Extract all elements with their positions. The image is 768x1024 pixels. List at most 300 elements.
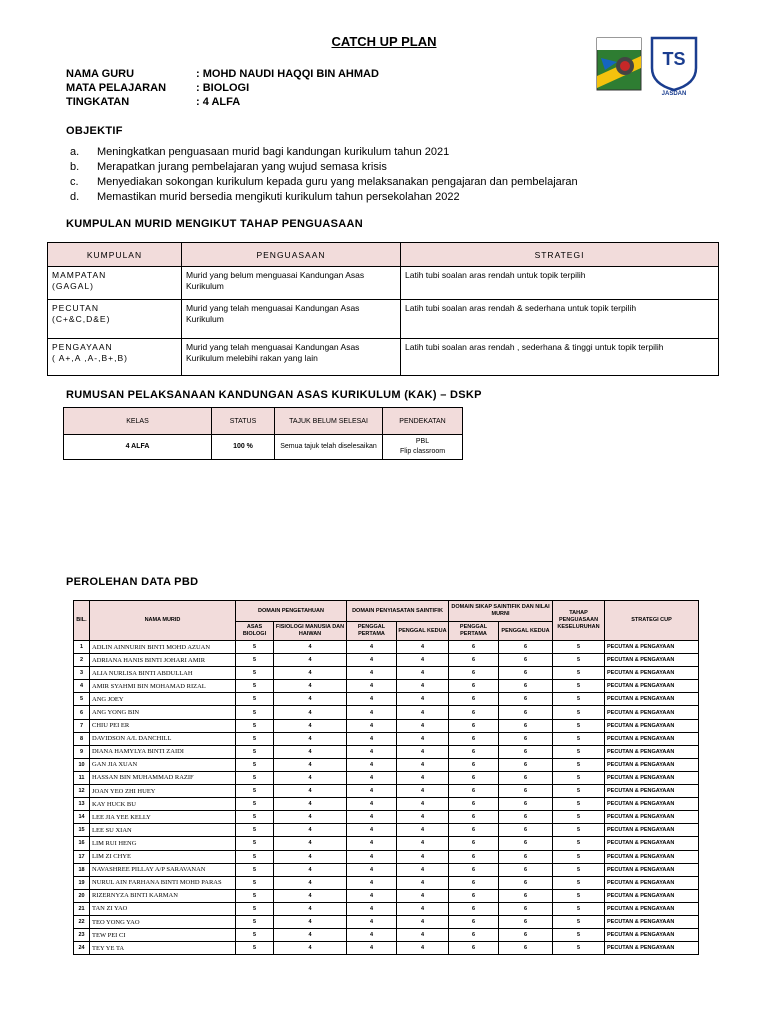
column-header: BIL. <box>74 601 90 641</box>
table-cell-nama: AMIR SYAHMI BIN MOHAMAD RIZAL <box>90 680 236 693</box>
table-cell-nama: LIM ZI CHYE <box>90 850 236 863</box>
table-cell-s: PECUTAN & PENGAYAAN <box>605 719 699 732</box>
table-cell-f: 6 <box>499 719 553 732</box>
table-cell-b: 4 <box>274 837 347 850</box>
table-cell-a: 5 <box>236 798 274 811</box>
table-cell-b: 4 <box>274 850 347 863</box>
table-cell-a: 5 <box>236 732 274 745</box>
table-cell-a: 5 <box>236 850 274 863</box>
table-cell-nama: KAY HUCK BU <box>90 798 236 811</box>
table-cell-nama: TEO YONG YAO <box>90 915 236 928</box>
table-cell-e: 6 <box>449 667 499 680</box>
table-cell-bil: 4 <box>74 680 90 693</box>
table-cell-s: PECUTAN & PENGAYAAN <box>605 641 699 654</box>
table-cell-f: 6 <box>499 706 553 719</box>
table-cell-t: 5 <box>553 654 605 667</box>
table-cell-s: PECUTAN & PENGAYAAN <box>605 863 699 876</box>
table-cell-a: 5 <box>236 837 274 850</box>
table-cell-b: 4 <box>274 719 347 732</box>
table-cell-t: 5 <box>553 902 605 915</box>
table-cell-s: PECUTAN & PENGAYAAN <box>605 732 699 745</box>
table-cell-bil: 19 <box>74 876 90 889</box>
table-cell-c: 4 <box>347 641 397 654</box>
column-header: STATUS <box>212 408 275 435</box>
rumusan-heading: RUMUSAN PELAKSANAAN KANDUNGAN ASAS KURIKULUM (KAK) – DSKP <box>66 389 482 401</box>
table-row <box>74 706 699 719</box>
table-cell-d: 4 <box>397 719 449 732</box>
column-header: FISIOLOGI MANUSIA DAN HAIWAN <box>274 622 347 641</box>
table-cell-a: 5 <box>236 654 274 667</box>
table-cell-f: 6 <box>499 771 553 784</box>
table-row <box>74 667 699 680</box>
table-cell-s: PECUTAN & PENGAYAAN <box>605 785 699 798</box>
info-row: MATA PELAJARAN : BIOLOGI <box>66 82 250 94</box>
table-cell-e: 6 <box>449 680 499 693</box>
table-cell-c: 4 <box>347 837 397 850</box>
table-cell-s: PECUTAN & PENGAYAAN <box>605 915 699 928</box>
table-row <box>74 641 699 654</box>
table-cell-d: 4 <box>397 929 449 942</box>
objektif-heading: OBJEKTIF <box>66 125 123 137</box>
objektif-list <box>70 145 578 205</box>
table-cell-nama: GAN JIA XUAN <box>90 758 236 771</box>
table-cell-d: 4 <box>397 811 449 824</box>
table-cell-c: 4 <box>347 771 397 784</box>
table-cell-e: 6 <box>449 758 499 771</box>
table-cell-e: 6 <box>449 902 499 915</box>
column-header: PENGGAL KEDUA <box>397 622 449 641</box>
table-cell-s: PECUTAN & PENGAYAAN <box>605 745 699 758</box>
table-cell-t: 5 <box>553 837 605 850</box>
table-cell-s: PECUTAN & PENGAYAAN <box>605 706 699 719</box>
table-cell-c: 4 <box>347 824 397 837</box>
column-header: STRATEGI CUP <box>605 601 699 641</box>
table-cell-f: 6 <box>499 680 553 693</box>
table-cell-c: 4 <box>347 915 397 928</box>
table-cell-a: 5 <box>236 889 274 902</box>
table-cell-f: 6 <box>499 654 553 667</box>
table-row <box>74 850 699 863</box>
table-cell-nama: LEE JIA YEE KELLY <box>90 811 236 824</box>
table-cell-bil: 6 <box>74 706 90 719</box>
table-cell-f: 6 <box>499 942 553 955</box>
table-cell-f: 6 <box>499 902 553 915</box>
table-cell-e: 6 <box>449 876 499 889</box>
column-header: PENGGAL PERTAMA <box>347 622 397 641</box>
table-cell-a: 5 <box>236 758 274 771</box>
table-cell-bil: 13 <box>74 798 90 811</box>
table-row: PECUTAN (C+&C,D&E) Murid yang telah menguasai Kandungan Asas Kurikulum Latih tubi soalan aras rendah & sederhana untuk topik terpilih <box>48 300 719 339</box>
table-cell-d: 4 <box>397 758 449 771</box>
table-cell-s: PECUTAN & PENGAYAAN <box>605 929 699 942</box>
table-cell-f: 6 <box>499 837 553 850</box>
table-cell-e: 6 <box>449 706 499 719</box>
table-cell-nama: ADLIN AINNURIN BINTI MOHD AZUAN <box>90 641 236 654</box>
table-row <box>74 693 699 706</box>
table-cell-nama: TAN ZI YAO <box>90 902 236 915</box>
table-cell-d: 4 <box>397 902 449 915</box>
table-cell-b: 4 <box>274 745 347 758</box>
table-cell-bil: 9 <box>74 745 90 758</box>
list-item: a. Meningkatkan penguasaan murid bagi kandungan kurikulum tahun 2021 <box>70 146 450 158</box>
table-cell-d: 4 <box>397 693 449 706</box>
table-cell-b: 4 <box>274 654 347 667</box>
table-cell-nama: ANG YONG BIN <box>90 706 236 719</box>
table-cell-bil: 5 <box>74 693 90 706</box>
table-cell-bil: 8 <box>74 732 90 745</box>
table-cell-b: 4 <box>274 915 347 928</box>
table-cell-b: 4 <box>274 667 347 680</box>
table-row: 4 ALFA 100 % Semua tajuk telah diselesaikan PBL Flip classroom <box>64 435 463 460</box>
table-cell-bil: 14 <box>74 811 90 824</box>
table-cell-d: 4 <box>397 915 449 928</box>
table-cell-b: 4 <box>274 680 347 693</box>
table-cell-c: 4 <box>347 706 397 719</box>
table-cell-nama: TEY YE TA <box>90 942 236 955</box>
table-cell-d: 4 <box>397 706 449 719</box>
table-cell-f: 6 <box>499 745 553 758</box>
table-row <box>74 876 699 889</box>
table-cell-bil: 11 <box>74 771 90 784</box>
table-cell-c: 4 <box>347 850 397 863</box>
table-cell-b: 4 <box>274 706 347 719</box>
svg-text:JASDAN: JASDAN <box>661 91 687 96</box>
table-row <box>74 785 699 798</box>
table-cell-s: PECUTAN & PENGAYAAN <box>605 798 699 811</box>
table-cell-d: 4 <box>397 824 449 837</box>
table-cell-d: 4 <box>397 667 449 680</box>
table-cell-t: 5 <box>553 798 605 811</box>
table-cell-d: 4 <box>397 850 449 863</box>
table-cell-a: 5 <box>236 693 274 706</box>
column-header: PENGGAL PERTAMA <box>449 622 499 641</box>
table-cell-t: 5 <box>553 667 605 680</box>
table-cell-nama: RIZERNYZA BINTI KARMAN <box>90 889 236 902</box>
table-cell-e: 6 <box>449 824 499 837</box>
table-cell-bil: 2 <box>74 654 90 667</box>
table-cell-b: 4 <box>274 929 347 942</box>
table-cell-a: 5 <box>236 706 274 719</box>
table-cell-a: 5 <box>236 902 274 915</box>
table-cell-bil: 22 <box>74 915 90 928</box>
table-cell-c: 4 <box>347 745 397 758</box>
table-row <box>74 719 699 732</box>
table-cell-f: 6 <box>499 929 553 942</box>
table-cell-t: 5 <box>553 706 605 719</box>
table-cell-e: 6 <box>449 798 499 811</box>
table-cell-d: 4 <box>397 732 449 745</box>
table-cell-d: 4 <box>397 771 449 784</box>
table-cell-a: 5 <box>236 719 274 732</box>
table-cell-b: 4 <box>274 785 347 798</box>
table-cell-f: 6 <box>499 889 553 902</box>
table-cell-bil: 15 <box>74 824 90 837</box>
table-cell-b: 4 <box>274 876 347 889</box>
table-cell-b: 4 <box>274 889 347 902</box>
table-cell-nama: ADRIANA HANIS BINTI JOHARI AMIR <box>90 654 236 667</box>
table-cell-b: 4 <box>274 798 347 811</box>
table-cell-a: 5 <box>236 824 274 837</box>
ts-shield-logo <box>648 32 700 96</box>
table-cell-c: 4 <box>347 798 397 811</box>
table-cell-t: 5 <box>553 824 605 837</box>
table-cell-e: 6 <box>449 942 499 955</box>
pbd-heading: PEROLEHAN DATA PBD <box>66 576 199 588</box>
rumusan-table <box>63 407 463 460</box>
table-cell-s: PECUTAN & PENGAYAAN <box>605 837 699 850</box>
table-cell-c: 4 <box>347 732 397 745</box>
table-cell-e: 6 <box>449 785 499 798</box>
table-cell-c: 4 <box>347 929 397 942</box>
table-cell-b: 4 <box>274 902 347 915</box>
table-row: PENGAYAAN ( A+,A ,A-,B+,B) Murid yang telah menguasai Kandungan Asas Kurikulum melebihi rakan yang lain Latih tubi soalan aras rendah , sederhana & tinggi untuk topik terpilih <box>48 339 719 376</box>
table-cell-t: 5 <box>553 942 605 955</box>
table-cell-t: 5 <box>553 863 605 876</box>
table-cell-d: 4 <box>397 785 449 798</box>
table-cell-f: 6 <box>499 850 553 863</box>
table-cell-f: 6 <box>499 824 553 837</box>
table-cell-e: 6 <box>449 863 499 876</box>
table-cell-bil: 12 <box>74 785 90 798</box>
info-row: NAMA GURU : MOHD NAUDI HAQQI BIN AHMAD <box>66 68 379 80</box>
table-cell-a: 5 <box>236 811 274 824</box>
table-cell-f: 6 <box>499 785 553 798</box>
column-header: TAJUK BELUM SELESAI <box>275 408 383 435</box>
table-row <box>74 929 699 942</box>
table-cell-s: PECUTAN & PENGAYAAN <box>605 654 699 667</box>
table-cell-t: 5 <box>553 771 605 784</box>
table-cell-e: 6 <box>449 837 499 850</box>
table-row <box>74 863 699 876</box>
table-cell-f: 6 <box>499 915 553 928</box>
table-cell-c: 4 <box>347 863 397 876</box>
table-cell-t: 5 <box>553 693 605 706</box>
table-cell-b: 4 <box>274 771 347 784</box>
table-row <box>74 824 699 837</box>
table-cell-bil: 10 <box>74 758 90 771</box>
table-cell-d: 4 <box>397 745 449 758</box>
table-cell-e: 6 <box>449 771 499 784</box>
table-cell-t: 5 <box>553 758 605 771</box>
table-cell-c: 4 <box>347 680 397 693</box>
column-header: PENDEKATAN <box>383 408 463 435</box>
table-cell-e: 6 <box>449 641 499 654</box>
table-cell-d: 4 <box>397 680 449 693</box>
teacher-info <box>66 67 379 109</box>
table-cell-s: PECUTAN & PENGAYAAN <box>605 771 699 784</box>
table-row <box>74 837 699 850</box>
table-row <box>74 798 699 811</box>
table-cell-nama: DAVIDSON A/L DANCHILL <box>90 732 236 745</box>
table-cell-s: PECUTAN & PENGAYAAN <box>605 680 699 693</box>
table-cell-s: PECUTAN & PENGAYAAN <box>605 889 699 902</box>
table-cell-b: 4 <box>274 942 347 955</box>
table-cell-c: 4 <box>347 876 397 889</box>
table-cell-a: 5 <box>236 942 274 955</box>
table-cell-c: 4 <box>347 667 397 680</box>
table-cell-e: 6 <box>449 850 499 863</box>
table-row <box>74 745 699 758</box>
table-cell-f: 6 <box>499 732 553 745</box>
table-cell-s: PECUTAN & PENGAYAAN <box>605 758 699 771</box>
table-row <box>74 758 699 771</box>
table-cell-d: 4 <box>397 863 449 876</box>
column-header: PENGGAL KEDUA <box>499 622 553 641</box>
table-cell-e: 6 <box>449 732 499 745</box>
table-cell-a: 5 <box>236 876 274 889</box>
table-cell-e: 6 <box>449 811 499 824</box>
table-cell-e: 6 <box>449 745 499 758</box>
table-cell-s: PECUTAN & PENGAYAAN <box>605 876 699 889</box>
kumpulan-heading: KUMPULAN MURID MENGIKUT TAHAP PENGUASAAN <box>66 218 363 230</box>
table-cell-bil: 18 <box>74 863 90 876</box>
table-cell-t: 5 <box>553 929 605 942</box>
page-title: CATCH UP PLAN <box>331 34 437 49</box>
table-cell-b: 4 <box>274 863 347 876</box>
table-cell-s: PECUTAN & PENGAYAAN <box>605 942 699 955</box>
table-cell-t: 5 <box>553 850 605 863</box>
table-row <box>74 811 699 824</box>
table-cell-t: 5 <box>553 876 605 889</box>
list-item: c. Menyediakan sokongan kurikulum kepada guru yang melaksanakan pengajaran dan pembelajaran <box>70 176 578 188</box>
column-header: ASAS BIOLOGI <box>236 622 274 641</box>
table-cell-b: 4 <box>274 811 347 824</box>
table-cell-d: 4 <box>397 942 449 955</box>
table-cell-a: 5 <box>236 680 274 693</box>
table-cell-s: PECUTAN & PENGAYAAN <box>605 811 699 824</box>
table-cell-t: 5 <box>553 680 605 693</box>
table-cell-nama: CHIU PEI ER <box>90 719 236 732</box>
table-cell-nama: ALIA NURLISA BINTI ABDULLAH <box>90 667 236 680</box>
table-cell-f: 6 <box>499 758 553 771</box>
table-cell-c: 4 <box>347 902 397 915</box>
table-cell-nama: JOAN YEO ZHI HUEY <box>90 785 236 798</box>
table-row <box>74 902 699 915</box>
table-cell-f: 6 <box>499 876 553 889</box>
table-row: MAMPATAN (GAGAL) Murid yang belum menguasai Kandungan Asas Kurikulum Latih tubi soalan aras rendah untuk topik terpilih <box>48 267 719 300</box>
table-row <box>74 732 699 745</box>
column-header: DOMAIN PENGETAHUAN <box>236 601 347 622</box>
table-cell-c: 4 <box>347 889 397 902</box>
table-cell-s: PECUTAN & PENGAYAAN <box>605 902 699 915</box>
table-cell-b: 4 <box>274 758 347 771</box>
table-cell-e: 6 <box>449 719 499 732</box>
table-cell-f: 6 <box>499 798 553 811</box>
table-row <box>74 654 699 667</box>
table-cell-b: 4 <box>274 693 347 706</box>
table-cell-b: 4 <box>274 732 347 745</box>
svg-text:TS: TS <box>662 49 686 69</box>
table-cell-nama: HASSAN BIN MUHAMMAD RAZIF <box>90 771 236 784</box>
table-row <box>74 889 699 902</box>
table-cell-bil: 1 <box>74 641 90 654</box>
school-crest-logo <box>595 36 643 92</box>
table-cell-f: 6 <box>499 641 553 654</box>
table-cell-c: 4 <box>347 693 397 706</box>
table-cell-bil: 16 <box>74 837 90 850</box>
column-header: KELAS <box>64 408 212 435</box>
table-cell-s: PECUTAN & PENGAYAAN <box>605 824 699 837</box>
table-cell-a: 5 <box>236 863 274 876</box>
table-cell-nama: LEE SU XIAN <box>90 824 236 837</box>
table-cell-d: 4 <box>397 876 449 889</box>
table-cell-nama: TEW PEI CI <box>90 929 236 942</box>
table-cell-a: 5 <box>236 929 274 942</box>
table-cell-a: 5 <box>236 785 274 798</box>
table-cell-bil: 24 <box>74 942 90 955</box>
column-header: DOMAIN PENYIASATAN SAINTIFIK <box>347 601 449 622</box>
table-cell-b: 4 <box>274 824 347 837</box>
table-row <box>74 915 699 928</box>
table-cell-c: 4 <box>347 942 397 955</box>
table-cell-a: 5 <box>236 641 274 654</box>
table-cell-t: 5 <box>553 719 605 732</box>
table-cell-nama: ANG JOEY <box>90 693 236 706</box>
table-cell-e: 6 <box>449 693 499 706</box>
table-row <box>74 771 699 784</box>
table-cell-f: 6 <box>499 667 553 680</box>
table-cell-s: PECUTAN & PENGAYAAN <box>605 667 699 680</box>
table-cell-f: 6 <box>499 811 553 824</box>
table-cell-nama: NAVASHREE PILLAY A/P SARAVANAN <box>90 863 236 876</box>
column-header: NAMA MURID <box>90 601 236 641</box>
column-header: STRATEGI <box>401 243 719 267</box>
table-cell-s: PECUTAN & PENGAYAAN <box>605 693 699 706</box>
table-cell-a: 5 <box>236 745 274 758</box>
table-cell-e: 6 <box>449 929 499 942</box>
table-cell-s: PECUTAN & PENGAYAAN <box>605 850 699 863</box>
table-cell-c: 4 <box>347 785 397 798</box>
table-cell-a: 5 <box>236 667 274 680</box>
table-cell-a: 5 <box>236 771 274 784</box>
table-cell-d: 4 <box>397 889 449 902</box>
table-cell-nama: NURUL AIN FARHANA BINTI MOHD PARAS <box>90 876 236 889</box>
table-cell-bil: 17 <box>74 850 90 863</box>
table-cell-bil: 23 <box>74 929 90 942</box>
column-header: PENGUASAAN <box>182 243 401 267</box>
table-cell-f: 6 <box>499 863 553 876</box>
table-cell-t: 5 <box>553 811 605 824</box>
table-cell-t: 5 <box>553 641 605 654</box>
table-cell-t: 5 <box>553 745 605 758</box>
column-header: KUMPULAN <box>48 243 182 267</box>
list-item: b. Merapatkan jurang pembelajaran yang wujud semasa krisis <box>70 161 387 173</box>
table-cell-e: 6 <box>449 915 499 928</box>
table-cell-t: 5 <box>553 785 605 798</box>
table-cell-d: 4 <box>397 641 449 654</box>
table-row <box>74 942 699 955</box>
table-cell-d: 4 <box>397 798 449 811</box>
table-row <box>74 680 699 693</box>
column-header: TAHAP PENGUASAAN KESELURUHAN <box>553 601 605 641</box>
table-cell-f: 6 <box>499 693 553 706</box>
list-item: d. Memastikan murid bersedia mengikuti kurikulum tahun persekolahan 2022 <box>70 191 460 203</box>
table-cell-nama: LIM RUI HENG <box>90 837 236 850</box>
kumpulan-table <box>47 242 719 376</box>
table-cell-bil: 20 <box>74 889 90 902</box>
pbd-table <box>73 600 699 955</box>
table-cell-bil: 3 <box>74 667 90 680</box>
table-cell-bil: 7 <box>74 719 90 732</box>
column-header: DOMAIN SIKAP SAINTIFIK DAN NILAI MURNI <box>449 601 553 622</box>
table-cell-c: 4 <box>347 811 397 824</box>
table-cell-c: 4 <box>347 758 397 771</box>
table-cell-a: 5 <box>236 915 274 928</box>
table-cell-bil: 21 <box>74 902 90 915</box>
table-cell-t: 5 <box>553 732 605 745</box>
table-cell-d: 4 <box>397 837 449 850</box>
table-cell-t: 5 <box>553 915 605 928</box>
